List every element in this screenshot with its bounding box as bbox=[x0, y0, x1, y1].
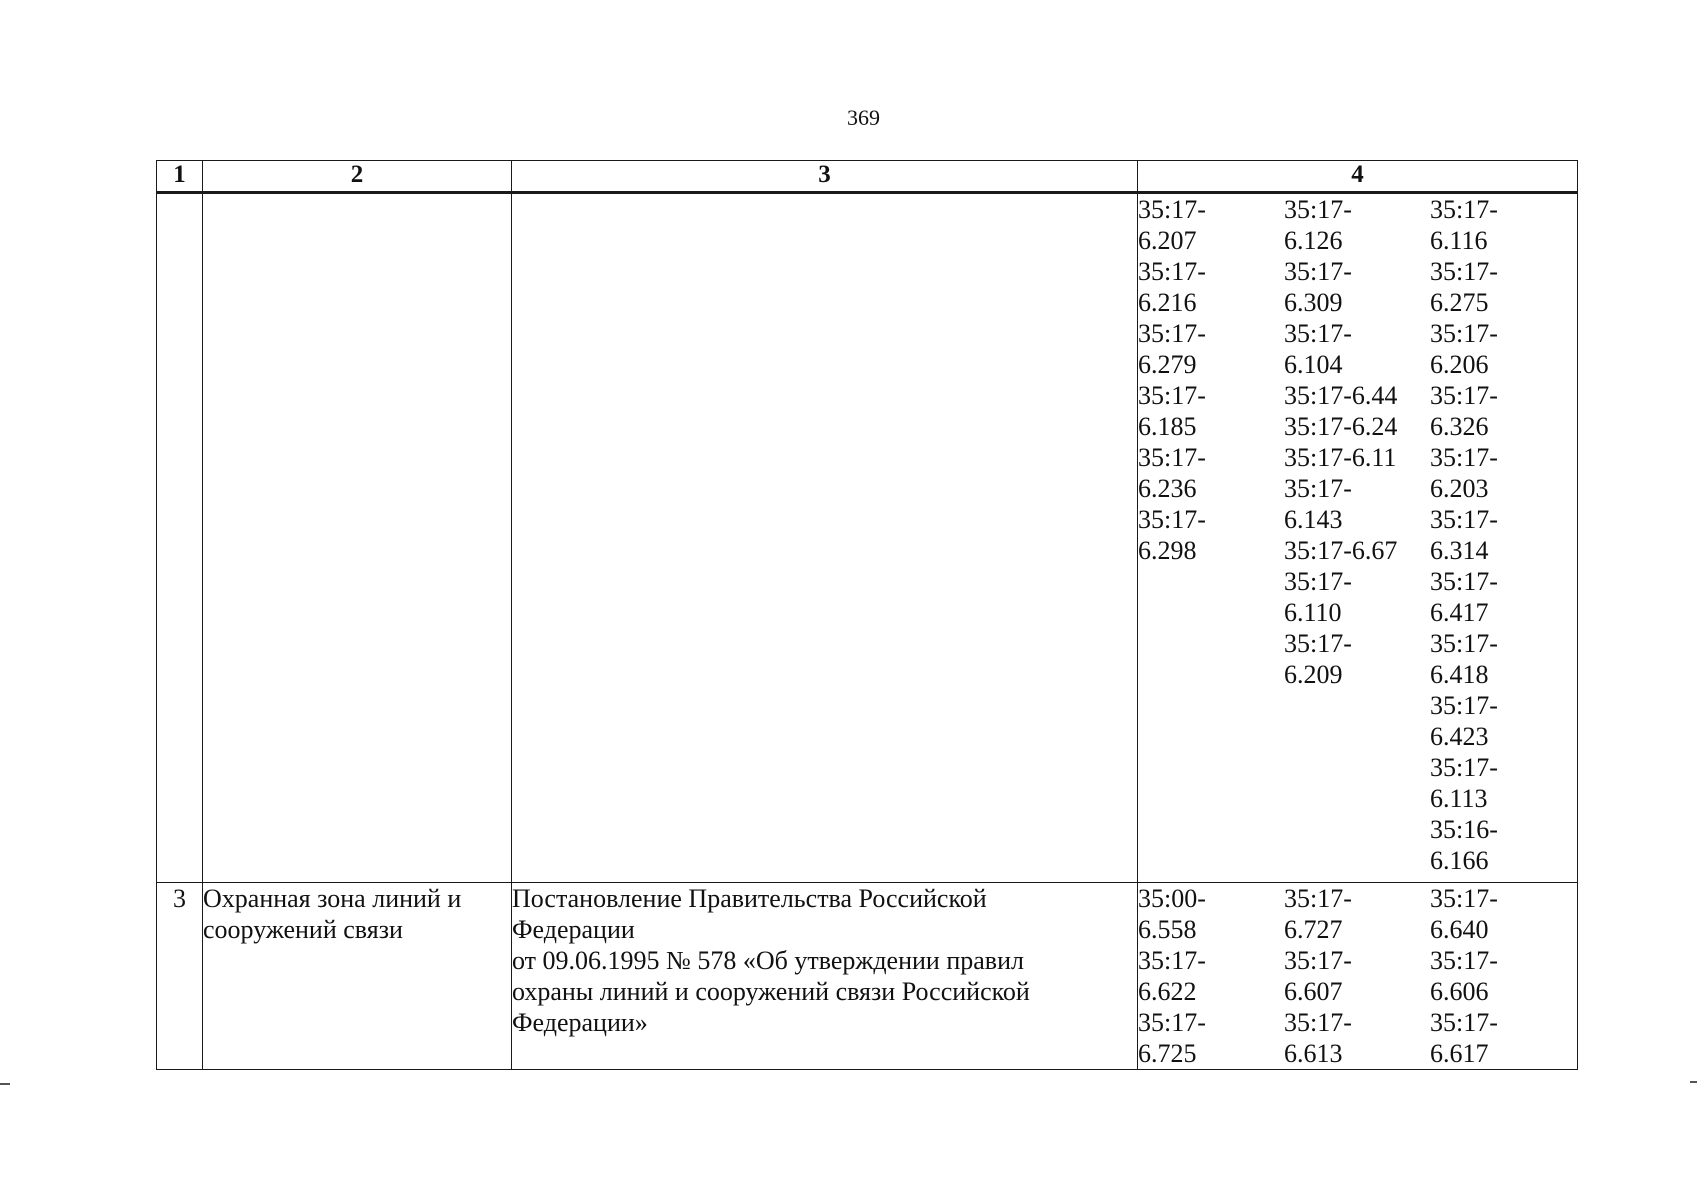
scan-edge-mark bbox=[1690, 1081, 1697, 1083]
cadastral-code-line: 35:17- bbox=[1284, 567, 1352, 596]
cadastral-code-line: 35:17- bbox=[1138, 946, 1206, 975]
cadastral-code-line: 35:17- bbox=[1284, 195, 1352, 224]
cadastral-code-line: 6.113 bbox=[1430, 784, 1488, 813]
cadastral-codes-cell bbox=[1138, 193, 1578, 883]
cadastral-code-line: 6.617 bbox=[1430, 1039, 1489, 1068]
cadastral-code-line: 35:17- bbox=[1430, 381, 1498, 410]
cadastral-code-line: 35:17-6.24 bbox=[1284, 412, 1398, 441]
scan-edge-mark bbox=[0, 1083, 10, 1085]
codes-column bbox=[1284, 883, 1430, 1069]
cadastral-code-line: 35:16- bbox=[1430, 815, 1498, 844]
cadastral-code-line: 6.309 bbox=[1284, 288, 1343, 317]
cadastral-code-line: 6.314 bbox=[1430, 536, 1489, 565]
cadastral-code-line: 6.423 bbox=[1430, 722, 1489, 751]
cadastral-code-line: 6.558 bbox=[1138, 915, 1197, 944]
cadastral-code-line: 35:17- bbox=[1430, 505, 1498, 534]
table-row bbox=[157, 883, 1578, 1070]
document-line: Федерации bbox=[512, 915, 635, 944]
cadastral-code-line: 35:17- bbox=[1430, 443, 1498, 472]
cadastral-code-line: 35:17- bbox=[1138, 319, 1206, 348]
document-line: от 09.06.1995 № 578 «Об утверждении правил bbox=[512, 946, 1024, 975]
cadastral-code-line: 6.143 bbox=[1284, 505, 1343, 534]
cadastral-code-line: 6.206 bbox=[1430, 350, 1489, 379]
cadastral-code-line: 35:17- bbox=[1430, 691, 1498, 720]
cadastral-code-line: 6.640 bbox=[1430, 915, 1489, 944]
cadastral-code-line: 6.622 bbox=[1138, 977, 1197, 1006]
cadastral-code-line: 35:17- bbox=[1284, 257, 1352, 286]
column-header-2: 2 bbox=[203, 161, 512, 193]
cadastral-code-line: 6.606 bbox=[1430, 977, 1489, 1006]
cadastral-code-line: 35:17-6.67 bbox=[1284, 536, 1398, 565]
cadastral-code-line: 35:17- bbox=[1138, 195, 1206, 224]
cadastral-code-line: 6.326 bbox=[1430, 412, 1489, 441]
cadastral-code-line: 6.417 bbox=[1430, 598, 1489, 627]
cadastral-code-line: 6.298 bbox=[1138, 536, 1197, 565]
document-line: охраны линий и сооружений связи Российской bbox=[512, 977, 1030, 1006]
zone-name-line: Охранная зона линий и bbox=[203, 884, 462, 913]
codes-column bbox=[1430, 194, 1560, 876]
cadastral-code-line: 6.236 bbox=[1138, 474, 1197, 503]
column-header-3: 3 bbox=[512, 161, 1138, 193]
cadastral-code-line: 35:17- bbox=[1284, 946, 1352, 975]
cadastral-code-line: 35:17- bbox=[1284, 1008, 1352, 1037]
cadastral-code-line: 35:17- bbox=[1430, 1008, 1498, 1037]
cadastral-code-line: 35:17- bbox=[1430, 946, 1498, 975]
column-header-1: 1 bbox=[157, 161, 203, 193]
cadastral-code-line: 35:17- bbox=[1138, 257, 1206, 286]
cadastral-code-line: 35:17- bbox=[1430, 195, 1498, 224]
cadastral-code-line: 35:17- bbox=[1430, 319, 1498, 348]
column-header-4: 4 bbox=[1138, 161, 1578, 193]
codes-column bbox=[1138, 194, 1284, 876]
row-number-cell bbox=[157, 193, 203, 883]
cadastral-code-line: 35:17- bbox=[1430, 257, 1498, 286]
cadastral-code-line: 6.209 bbox=[1284, 660, 1343, 689]
cadastral-code-line: 6.613 bbox=[1284, 1039, 1343, 1068]
codes-grid bbox=[1138, 194, 1577, 876]
cadastral-code-line: 35:17- bbox=[1138, 381, 1206, 410]
row-number-cell: 3 bbox=[157, 883, 203, 1070]
cadastral-code-line: 35:17-6.44 bbox=[1284, 381, 1398, 410]
cadastral-code-line: 35:17- bbox=[1138, 443, 1206, 472]
table-row bbox=[157, 193, 1578, 883]
cadastral-code-line: 6.203 bbox=[1430, 474, 1489, 503]
cadastral-code-line: 35:17-6.11 bbox=[1284, 443, 1397, 472]
cadastral-code-line: 6.725 bbox=[1138, 1039, 1197, 1068]
cadastral-code-line: 6.418 bbox=[1430, 660, 1489, 689]
cadastral-code-line: 6.207 bbox=[1138, 226, 1197, 255]
cadastral-code-line: 35:17- bbox=[1430, 567, 1498, 596]
cadastral-code-line: 6.275 bbox=[1430, 288, 1489, 317]
cadastral-code-line: 6.110 bbox=[1284, 598, 1342, 627]
cadastral-code-line: 6.166 bbox=[1430, 846, 1489, 875]
cadastral-code-line: 35:17- bbox=[1284, 884, 1352, 913]
zone-name-line: сооружений связи bbox=[203, 915, 403, 944]
table-header-row bbox=[157, 161, 1578, 193]
document-table bbox=[156, 160, 1578, 1070]
cadastral-code-line: 6.185 bbox=[1138, 412, 1197, 441]
cadastral-code-line: 6.727 bbox=[1284, 915, 1343, 944]
cadastral-code-line: 6.104 bbox=[1284, 350, 1343, 379]
cadastral-code-line: 35:17- bbox=[1138, 1008, 1206, 1037]
cadastral-code-line: 6.279 bbox=[1138, 350, 1197, 379]
cadastral-code-line: 35:17- bbox=[1284, 629, 1352, 658]
cadastral-code-line: 6.126 bbox=[1284, 226, 1343, 255]
cadastral-code-line: 35:17- bbox=[1284, 319, 1352, 348]
document-line: Федерации» bbox=[512, 1008, 648, 1037]
cadastral-code-line: 6.116 bbox=[1430, 226, 1488, 255]
codes-grid bbox=[1138, 883, 1577, 1069]
cadastral-code-line: 6.216 bbox=[1138, 288, 1197, 317]
cadastral-code-line: 35:00- bbox=[1138, 884, 1206, 913]
cadastral-code-line: 35:17- bbox=[1284, 474, 1352, 503]
document-line: Постановление Правительства Российской bbox=[512, 884, 987, 913]
cadastral-code-line: 35:17- bbox=[1430, 884, 1498, 913]
cadastral-code-line: 35:17- bbox=[1430, 629, 1498, 658]
codes-column bbox=[1430, 883, 1560, 1069]
cadastral-code-line: 35:17- bbox=[1430, 753, 1498, 782]
codes-column bbox=[1138, 883, 1284, 1069]
cadastral-code-line: 6.607 bbox=[1284, 977, 1343, 1006]
codes-column bbox=[1284, 194, 1430, 876]
page-number: 369 bbox=[847, 105, 880, 130]
zone-name-cell bbox=[203, 883, 512, 1070]
cadastral-code-line: 35:17- bbox=[1138, 505, 1206, 534]
zone-name-cell bbox=[203, 193, 512, 883]
cadastral-codes-cell bbox=[1138, 883, 1578, 1070]
document-cell bbox=[512, 883, 1138, 1070]
document-cell bbox=[512, 193, 1138, 883]
